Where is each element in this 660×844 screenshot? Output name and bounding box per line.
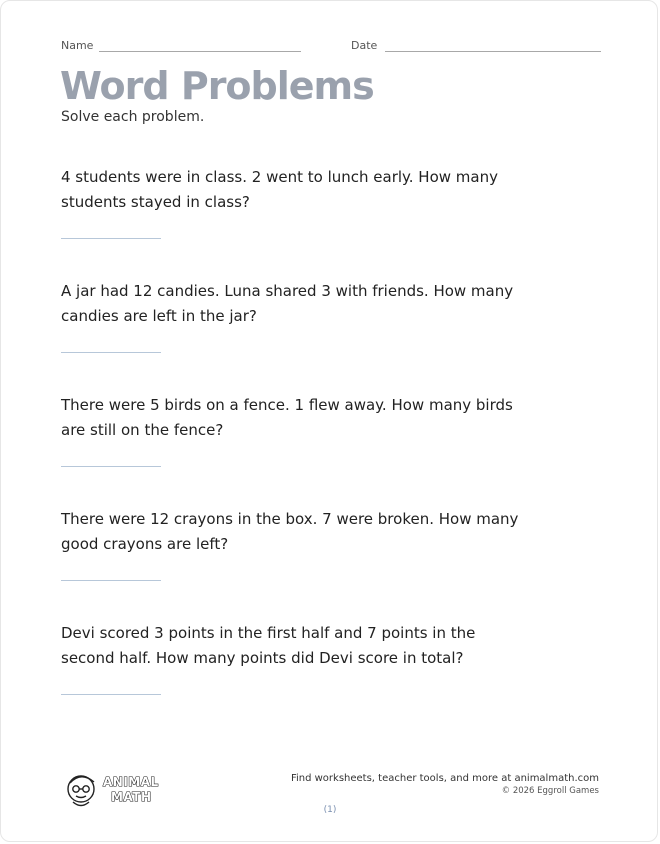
problem-item (61, 393, 531, 507)
date-field[interactable] (351, 39, 377, 52)
date-line (385, 51, 601, 52)
problem-text: A jar had 12 candies. Luna shared 3 with friends. How many candies are left in the jar? (61, 282, 514, 325)
page-subtitle: Solve each problem. (61, 109, 205, 125)
name-label: Name (61, 39, 94, 52)
cartoon-face-icon (68, 776, 94, 806)
problem-item (61, 621, 531, 735)
footer-tagline: Find worksheets, teacher tools, and more at animalmath.com (290, 773, 599, 784)
page-title: Word Problems (60, 64, 374, 108)
problem-text: There were 12 crayons in the box. 7 were broken. How many good crayons are left? (61, 510, 519, 553)
footer-copyright: © 2026 Eggroll Games (501, 786, 599, 796)
problem-list (61, 165, 531, 735)
logo-line-animal: ANIMAL (103, 775, 159, 789)
date-label: Date (351, 39, 378, 52)
answer-line[interactable] (61, 238, 161, 239)
problem-item (61, 279, 531, 393)
problem-item (61, 165, 531, 279)
problem-text: 4 students were in class. 2 went to lunch early. How many students stayed in class? (61, 168, 498, 211)
answer-line[interactable] (61, 352, 161, 353)
answer-line[interactable] (61, 466, 161, 467)
answer-line[interactable] (61, 694, 161, 695)
footer-info (291, 773, 599, 796)
problem-text: Devi scored 3 points in the first half and 7 points in the second half. How many points did Devi score in total? (61, 624, 476, 667)
name-field[interactable] (61, 39, 93, 52)
page-number: (1) (323, 805, 337, 815)
logo-line-math: MATH (111, 790, 152, 804)
answer-line[interactable] (61, 580, 161, 581)
name-line (99, 51, 301, 52)
header-fields (61, 39, 601, 55)
problem-text: There were 5 birds on a fence. 1 flew away. How many birds are still on the fence? (61, 396, 513, 439)
problem-item (61, 507, 531, 621)
